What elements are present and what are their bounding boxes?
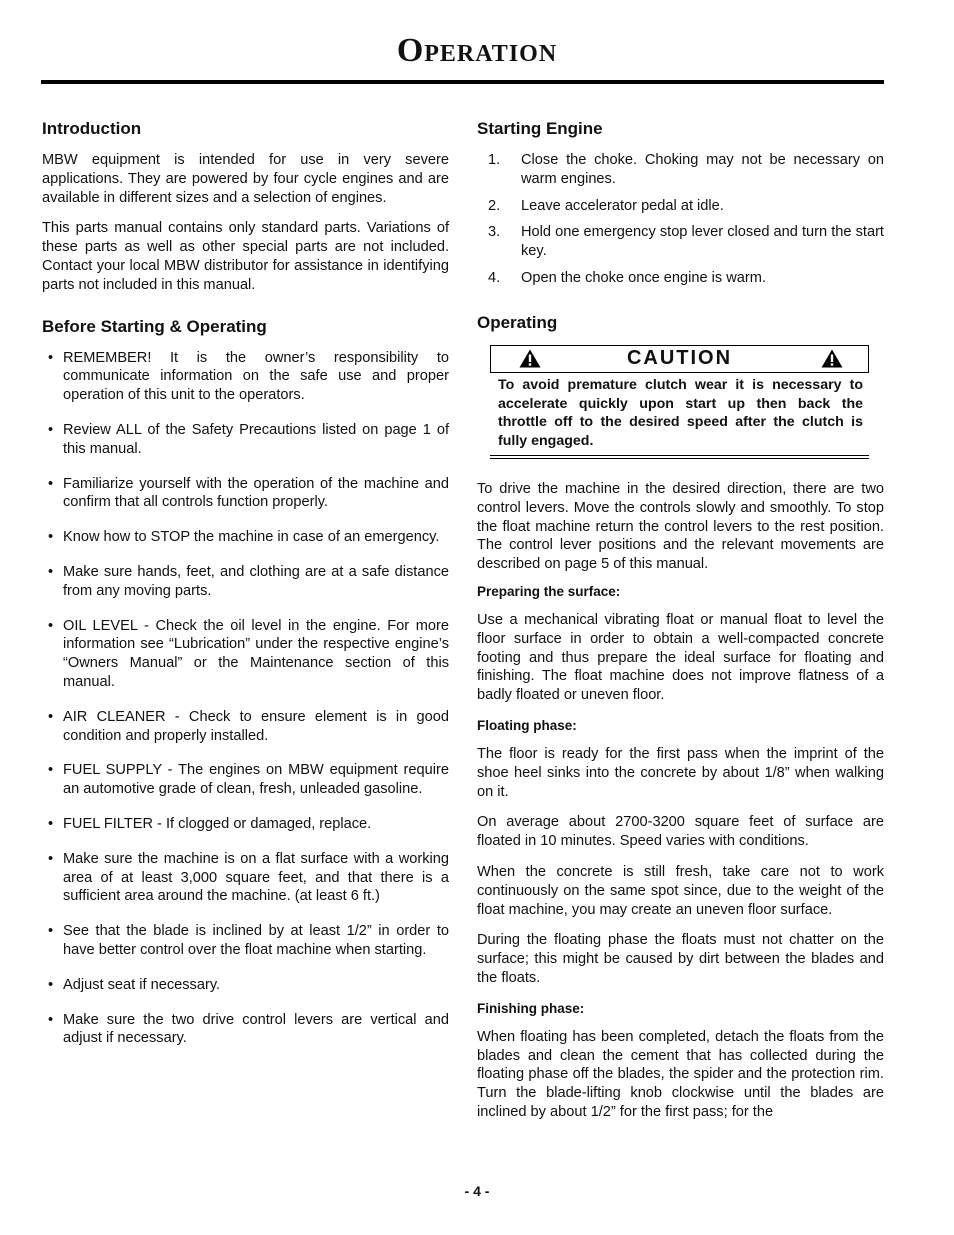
step-text: Hold one emergency stop lever closed and turn the start key. (521, 224, 884, 260)
finishing-paragraph: When floating has been completed, detach the floats from the blades and clean the cement that has collected during the floating phase off the blades, the spider and the protection rim. Turn the blade-lifting knob clockwise until the blades are inclined by about 1/2” for the first pass; for the (477, 1028, 884, 1120)
step-item (477, 151, 884, 189)
step-item (477, 197, 884, 216)
list-item: • Make sure the two drive control levers are vertical and adjust if necessary. (42, 1011, 449, 1049)
caution-header (490, 345, 869, 373)
operating-intro: To drive the machine in the desired direction, there are two control levers. Move the controls slowly and smoothly. To stop the float machine return the control levers to the rest position. The control lever positions and the relevant movements are described on page 5 of this manual. (477, 480, 884, 573)
list-item: • Know how to STOP the machine in case of an emergency. (42, 528, 449, 547)
list-item: • Review ALL of the Safety Precautions listed on page 1 of this manual. (42, 421, 449, 459)
intro-paragraph: This parts manual contains only standard parts. Variations of these parts as well as other special parts are not included. Contact your local MBW distributor for assistance in identifying parts not included in this manual. (42, 220, 449, 293)
introduction-heading: Introduction (42, 119, 142, 138)
page-number: - 4 - (464, 1183, 490, 1199)
list-item: • Adjust seat if necessary. (42, 976, 449, 995)
caution-label: CAUTION (626, 347, 733, 370)
right-column (477, 118, 884, 1134)
caution-box (490, 345, 869, 459)
list-item: • FUEL FILTER - If clogged or damaged, replace. (42, 815, 449, 834)
floating-paragraph: When the concrete is still fresh, take care not to work continuously on the same spot since, due to the weight of the float machine, you may create an uneven floor surface. (477, 863, 884, 918)
floating-paragraph: The floor is ready for the first pass when the imprint of the shoe heel sinks into the concrete by about 1/8” when walking on it. (477, 745, 884, 800)
step-text: Open the choke once engine is warm. (521, 269, 766, 286)
list-item: • OIL LEVEL - Check the oil level in the engine. For more information see “Lubrication” under the respective engine’s “Owners Manual” or the Maintenance section of this manual. (42, 617, 449, 692)
list-item: • Make sure the machine is on a flat surface with a working area of at least 3,000 square feet, and that there is a sufficient area around the machine. (at least 6 ft.) (42, 850, 449, 906)
intro-paragraph: MBW equipment is intended for use in very severe applications. They are powered by four cycle engines and are available in different sizes and a selection of engines. (42, 152, 449, 206)
operating-heading: Operating (477, 312, 558, 332)
list-item: • REMEMBER! It is the owner’s responsibility to communicate information on the safe use and proper operation of this unit to the operators. (42, 349, 449, 405)
title-rule (41, 80, 884, 84)
before-starting-heading: Before Starting & Operating (42, 316, 267, 336)
list-item: • See that the blade is inclined by at least 1/2” in order to have better control over the float machine when starting. (42, 922, 449, 960)
floating-heading: Floating phase: (477, 717, 577, 733)
caution-text: To avoid premature clutch wear it is necessary to accelerate quickly upon start up then back the throttle off to the desired speed after the clutch is fully engaged. (490, 373, 869, 459)
step-text: Leave accelerator pedal at idle. (521, 197, 724, 214)
preparing-heading: Preparing the surface: (477, 583, 621, 599)
list-item: • Familiarize yourself with the operation of the machine and confirm that all controls function properly. (42, 475, 449, 513)
finishing-heading: Finishing phase: (477, 1000, 585, 1016)
list-item: • FUEL SUPPLY - The engines on MBW equipment require an automotive grade of clean, fresh, unleaded gasoline. (42, 761, 449, 799)
list-item: • AIR CLEANER - Check to ensure element is in good condition and properly installed. (42, 708, 449, 746)
starting-steps (477, 151, 884, 288)
starting-engine-heading: Starting Engine (477, 119, 603, 138)
floating-paragraph: During the floating phase the floats must not chatter on the surface; this might be caused by dirt between the blades and the floats. (477, 932, 884, 986)
step-item (477, 269, 884, 288)
floating-paragraph: On average about 2700-3200 square feet of surface are floated in 10 minutes. Speed varies with conditions. (477, 814, 884, 850)
left-column (42, 118, 449, 1064)
page-title: Operation (396, 32, 558, 69)
warning-icon (821, 349, 843, 368)
preparing-paragraph: Use a mechanical vibrating float or manual float to level the floor surface in order to obtain a well-compacted concrete footing and thus prepare the ideal surface for floating and finishing. The float machine does not improve flatness of a badly floated or uneven floor. (477, 611, 884, 704)
list-item: • Make sure hands, feet, and clothing are at a safe distance from any moving parts. (42, 563, 449, 601)
before-starting-list (42, 349, 449, 1049)
step-item (477, 223, 884, 261)
step-number: 2. (488, 197, 501, 214)
step-number: 3. (488, 224, 501, 241)
step-text: Close the choke. Choking may not be necessary on warm engines. (521, 152, 884, 187)
warning-icon (519, 349, 541, 368)
step-number: 4. (488, 269, 501, 286)
step-number: 1. (488, 152, 501, 168)
